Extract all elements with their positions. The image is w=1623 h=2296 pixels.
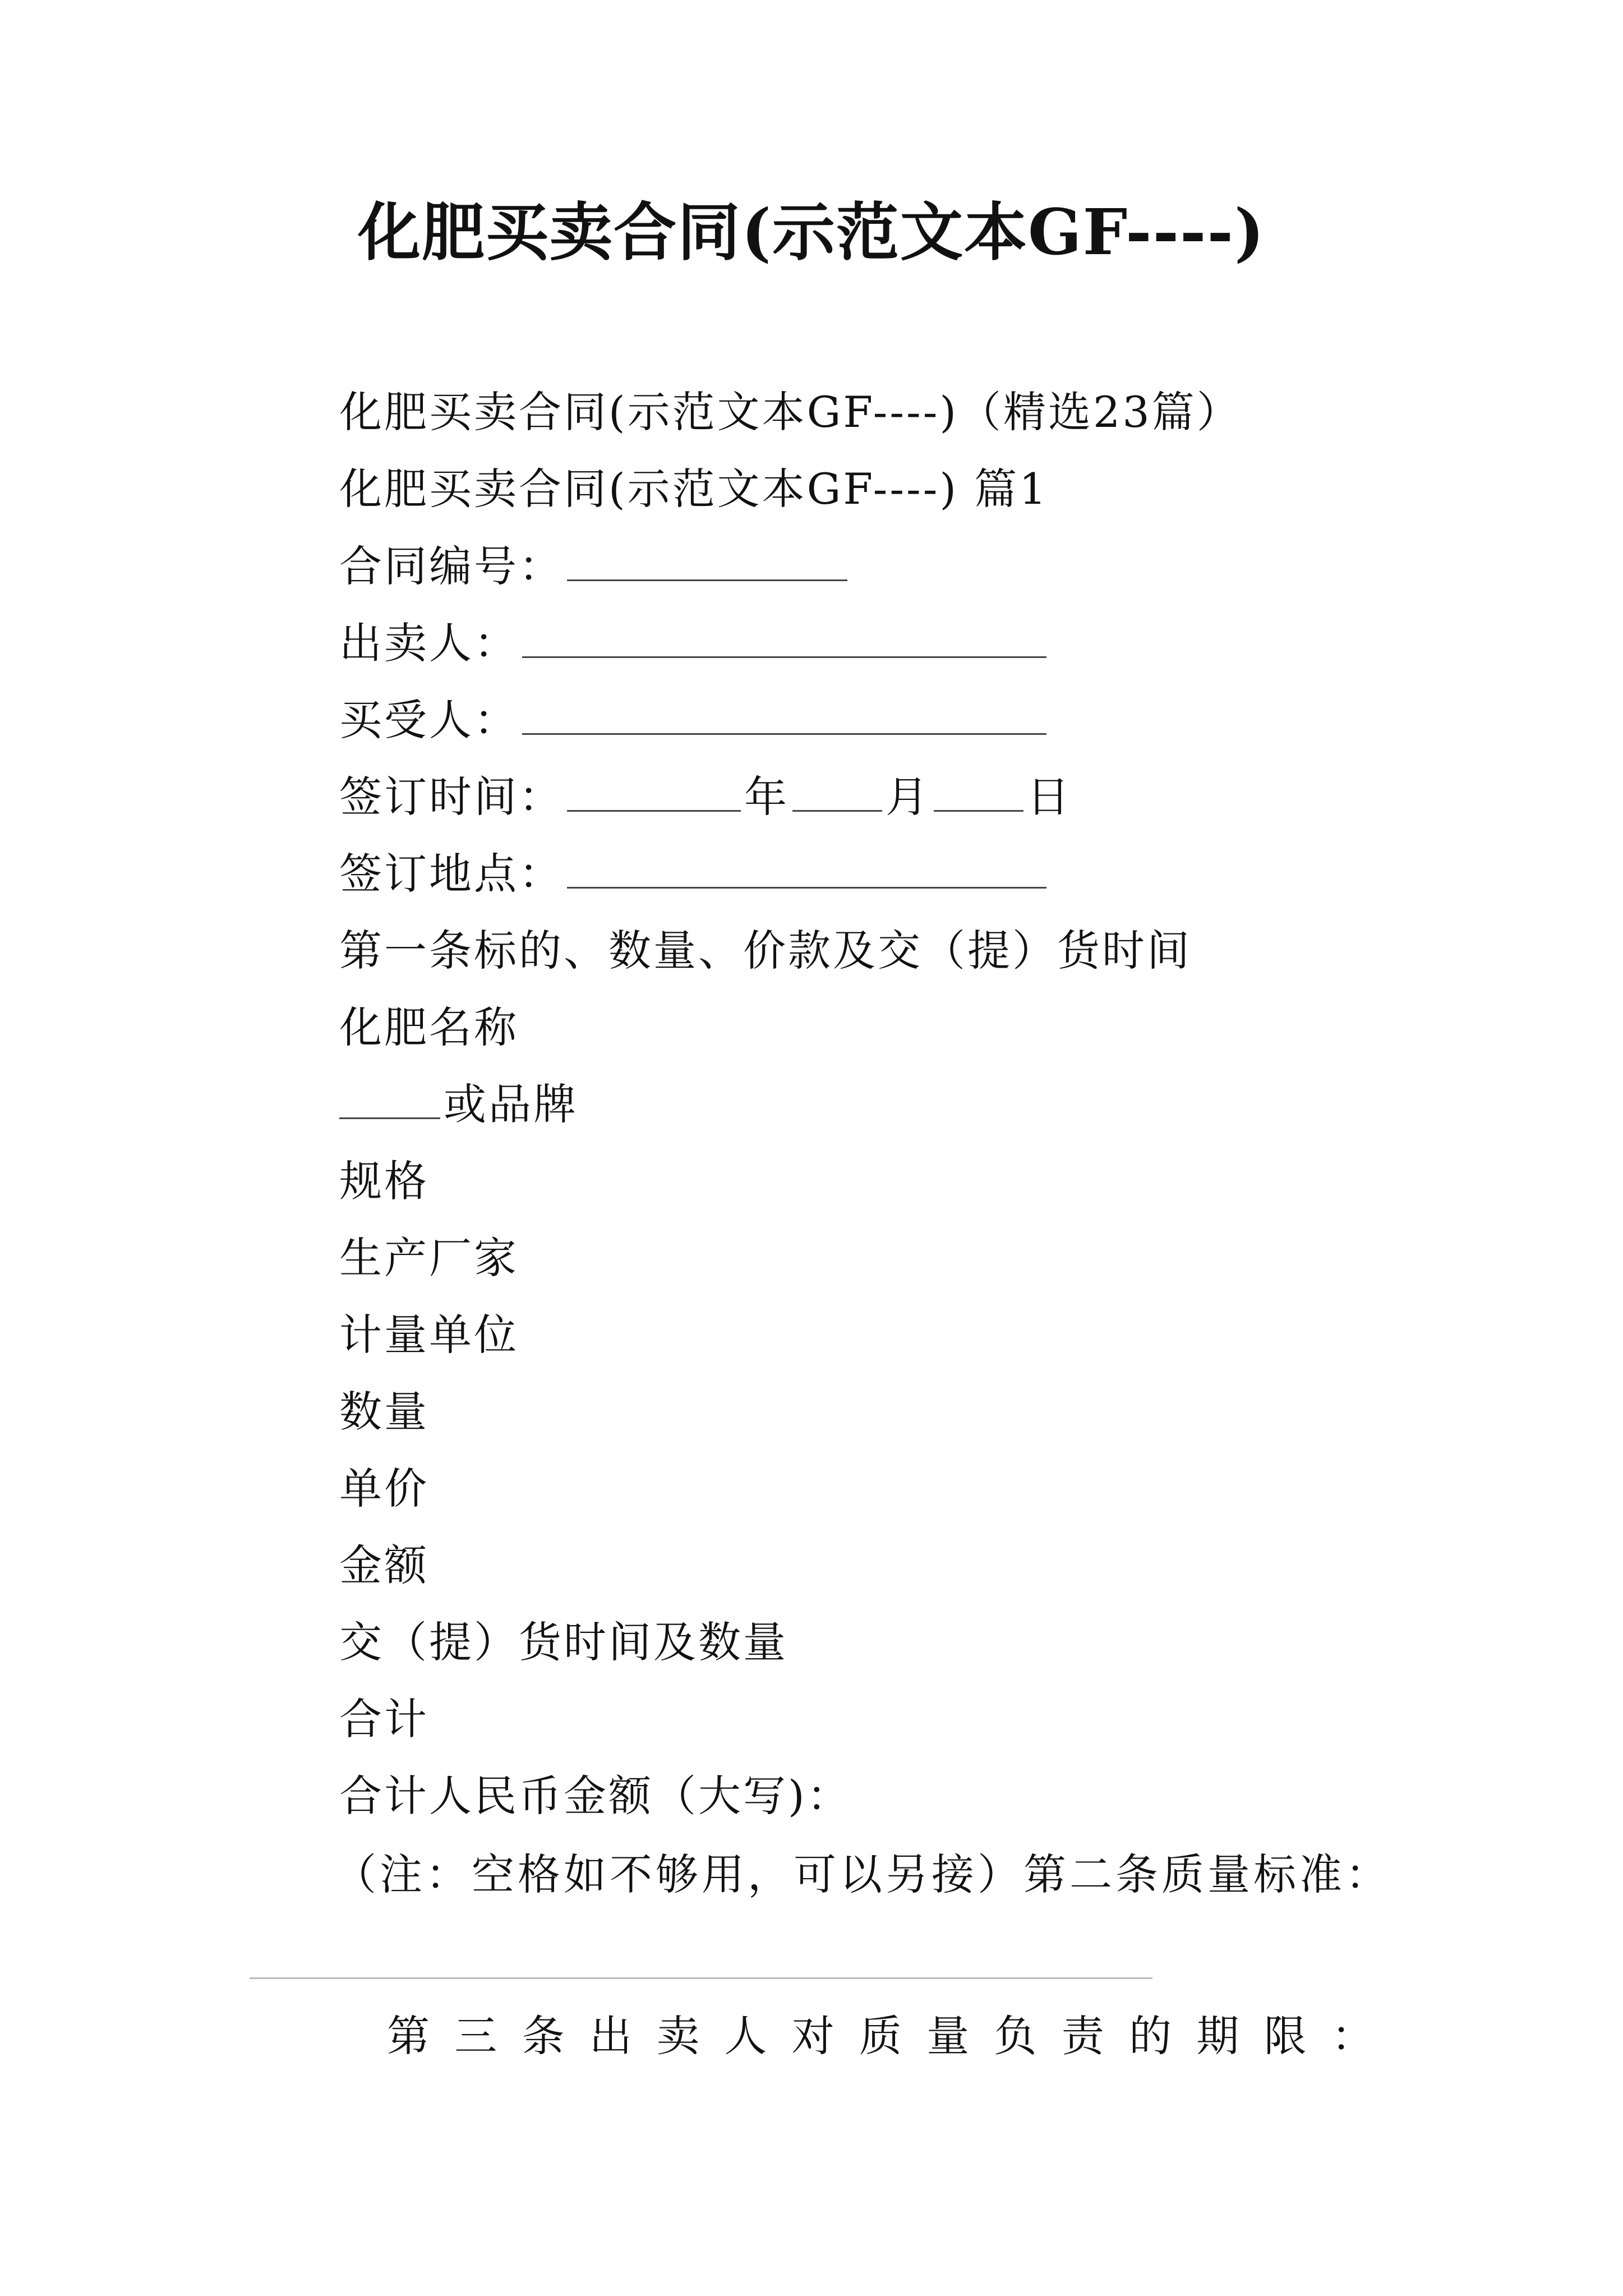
sign-place-blank bbox=[567, 848, 1046, 889]
month-blank bbox=[792, 771, 882, 812]
year-blank bbox=[567, 771, 741, 812]
article-3-char: 三 bbox=[454, 2011, 497, 2061]
article-3-char: 人 bbox=[724, 2011, 767, 2061]
article-3-char: 条 bbox=[522, 2011, 565, 2061]
article-3-char: 期 bbox=[1196, 2011, 1239, 2061]
sign-time-label: 签订时间： bbox=[339, 772, 564, 822]
article-3-char: 第 bbox=[387, 2011, 430, 2061]
article-3-char: 限 bbox=[1264, 2011, 1307, 2061]
article-1-item: 合计 bbox=[339, 1694, 429, 1744]
article-3-char: ： bbox=[1331, 2011, 1374, 2061]
sign-time-row bbox=[339, 769, 1072, 825]
buyer-blank bbox=[522, 694, 1046, 735]
article-3-char: 负 bbox=[994, 2011, 1037, 2061]
document-subtitle: 化肥买卖合同(示范文本GF----)（精选23篇） bbox=[339, 387, 1242, 437]
article-1-item: 化肥名称 bbox=[339, 1002, 519, 1052]
sign-place-label: 签订地点： bbox=[339, 849, 564, 899]
seller-label: 出卖人： bbox=[339, 618, 519, 668]
article-1-item: 规格 bbox=[339, 1156, 429, 1206]
note-and-article-2: （注：空格如不够用，可以另接）第二条质量标准： bbox=[334, 1849, 1391, 1899]
month-label: 月 bbox=[886, 772, 930, 822]
article-3-char: 对 bbox=[791, 2011, 834, 2061]
article-3-char: 卖 bbox=[657, 2011, 700, 2061]
article-1-item: 金额 bbox=[339, 1540, 429, 1590]
contract-number-row bbox=[339, 539, 851, 595]
day-blank bbox=[934, 771, 1023, 812]
buyer-label: 买受人： bbox=[339, 695, 519, 745]
article-3-char: 责 bbox=[1061, 2011, 1104, 2061]
article-1-item: 生产厂家 bbox=[339, 1233, 519, 1283]
section-heading: 化肥买卖合同(示范文本GF----) 篇1 bbox=[339, 464, 1049, 514]
contract-number-label: 合同编号： bbox=[339, 541, 564, 591]
seller-blank bbox=[522, 617, 1046, 658]
article-1-item: 数量 bbox=[339, 1387, 429, 1437]
article-1-item: 计量单位 bbox=[339, 1310, 519, 1360]
day-label: 日 bbox=[1027, 772, 1072, 822]
article-3-heading bbox=[387, 2008, 1374, 2064]
article-1-item: 或品牌 bbox=[444, 1079, 578, 1129]
article-1-item: 合计人民币金额（大写)： bbox=[339, 1771, 852, 1821]
article-3-char: 的 bbox=[1129, 2011, 1172, 2061]
buyer-row bbox=[339, 692, 1050, 748]
article-1-brand-row bbox=[339, 1076, 578, 1133]
contract-number-blank bbox=[567, 540, 847, 581]
article-3-char: 量 bbox=[926, 2011, 970, 2061]
article-1-heading: 第一条标的、数量、价款及交（提）货时间 bbox=[339, 926, 1192, 976]
divider-line bbox=[250, 1977, 1152, 1979]
article-3-char: 出 bbox=[589, 2011, 632, 2061]
year-label: 年 bbox=[744, 772, 789, 822]
article-1-item: 交（提）货时间及数量 bbox=[339, 1617, 788, 1667]
sign-place-row bbox=[339, 846, 1050, 902]
seller-row bbox=[339, 615, 1050, 671]
brand-blank bbox=[339, 1078, 440, 1119]
article-3-char: 质 bbox=[859, 2011, 902, 2061]
document-title: 化肥买卖合同(示范文本GF----) bbox=[357, 196, 1266, 269]
article-1-item: 单价 bbox=[339, 1464, 429, 1513]
